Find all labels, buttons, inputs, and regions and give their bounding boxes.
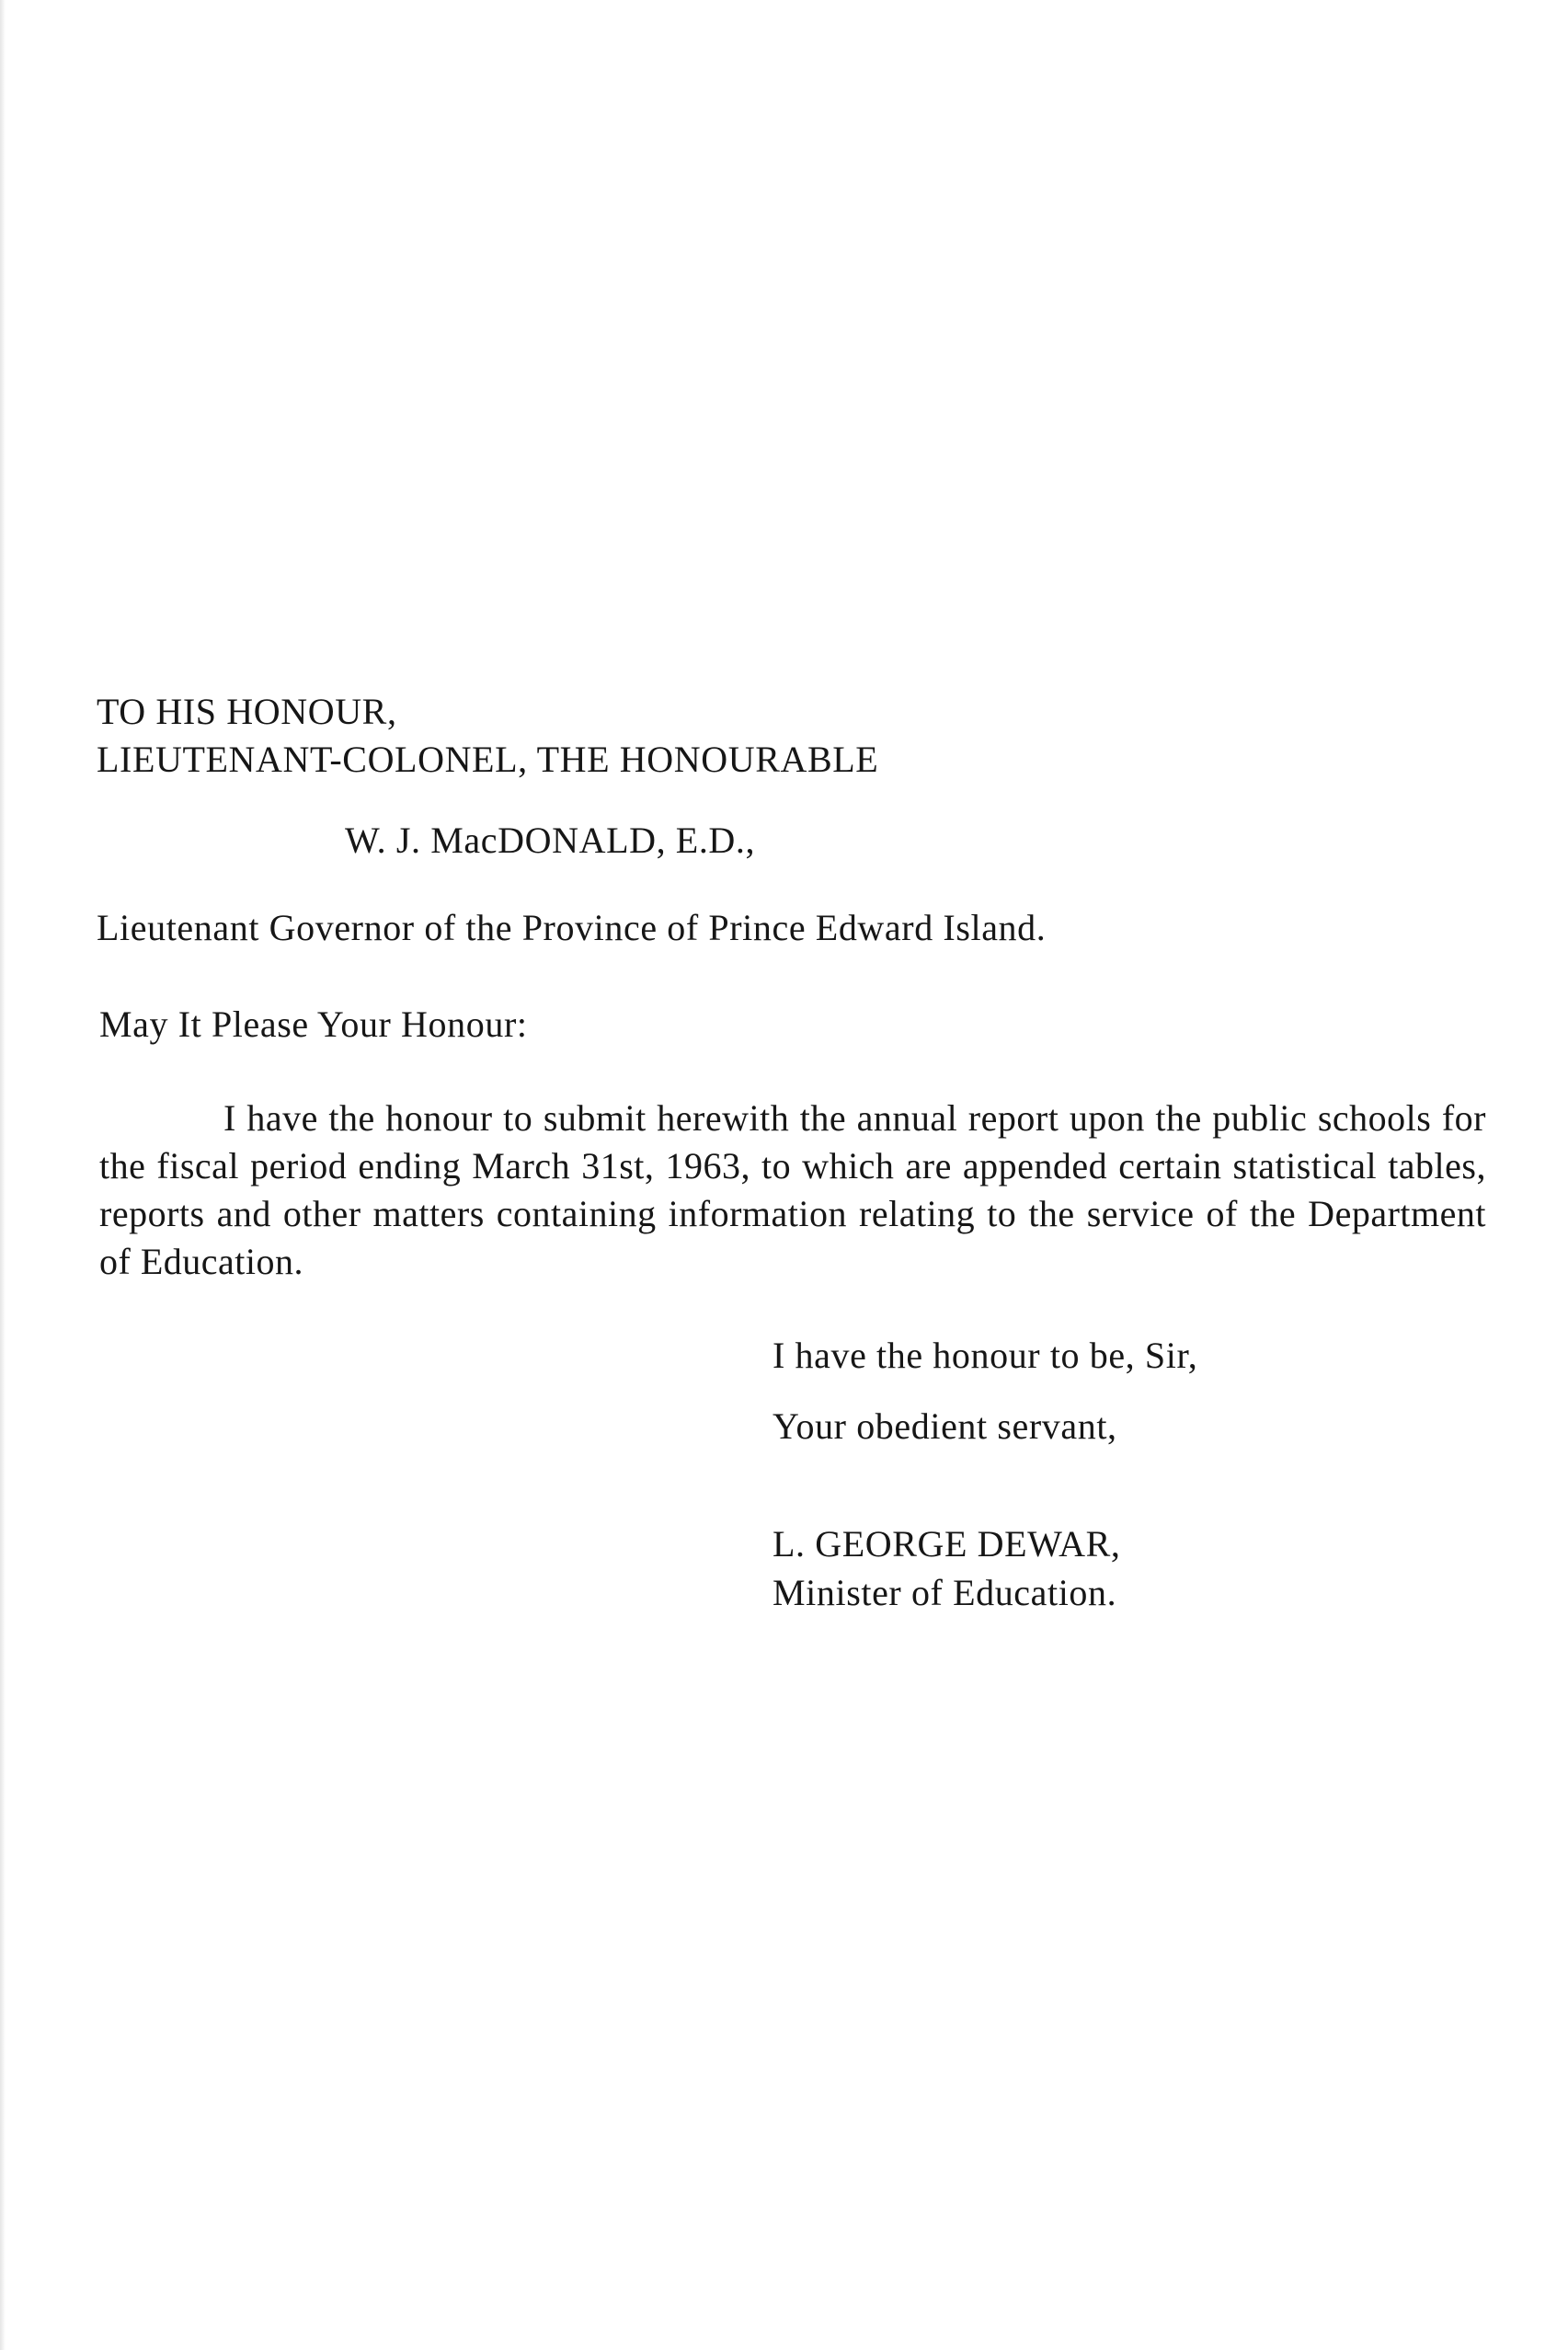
page-edge — [0, 0, 6, 2350]
address-line-1: TO HIS HONOUR, — [97, 691, 397, 732]
addressee-title: Lieutenant Governor of the Province of Prince Edward Island. — [97, 907, 1047, 948]
closing-line-1: I have the honour to be, Sir, — [773, 1335, 1198, 1376]
salutation: May It Please Your Honour: — [99, 1003, 528, 1045]
signatory-name: L. GEORGE DEWAR, — [773, 1523, 1121, 1565]
addressee-name: W. J. MacDONALD, E.D., — [345, 820, 756, 861]
address-line-2: LIEUTENANT-COLONEL, THE HONOURABLE — [97, 739, 879, 780]
letter-body: I have the honour to submit herewith the annual report upon the public schools for the fiscal period ending March 31st, 1963, to which are appended certain statistical tables, reports and other matters containing information relating to the service of the Department of Education. — [99, 1097, 1486, 1282]
signatory-title: Minister of Education. — [773, 1572, 1117, 1613]
closing-line-2: Your obedient servant, — [773, 1405, 1117, 1447]
